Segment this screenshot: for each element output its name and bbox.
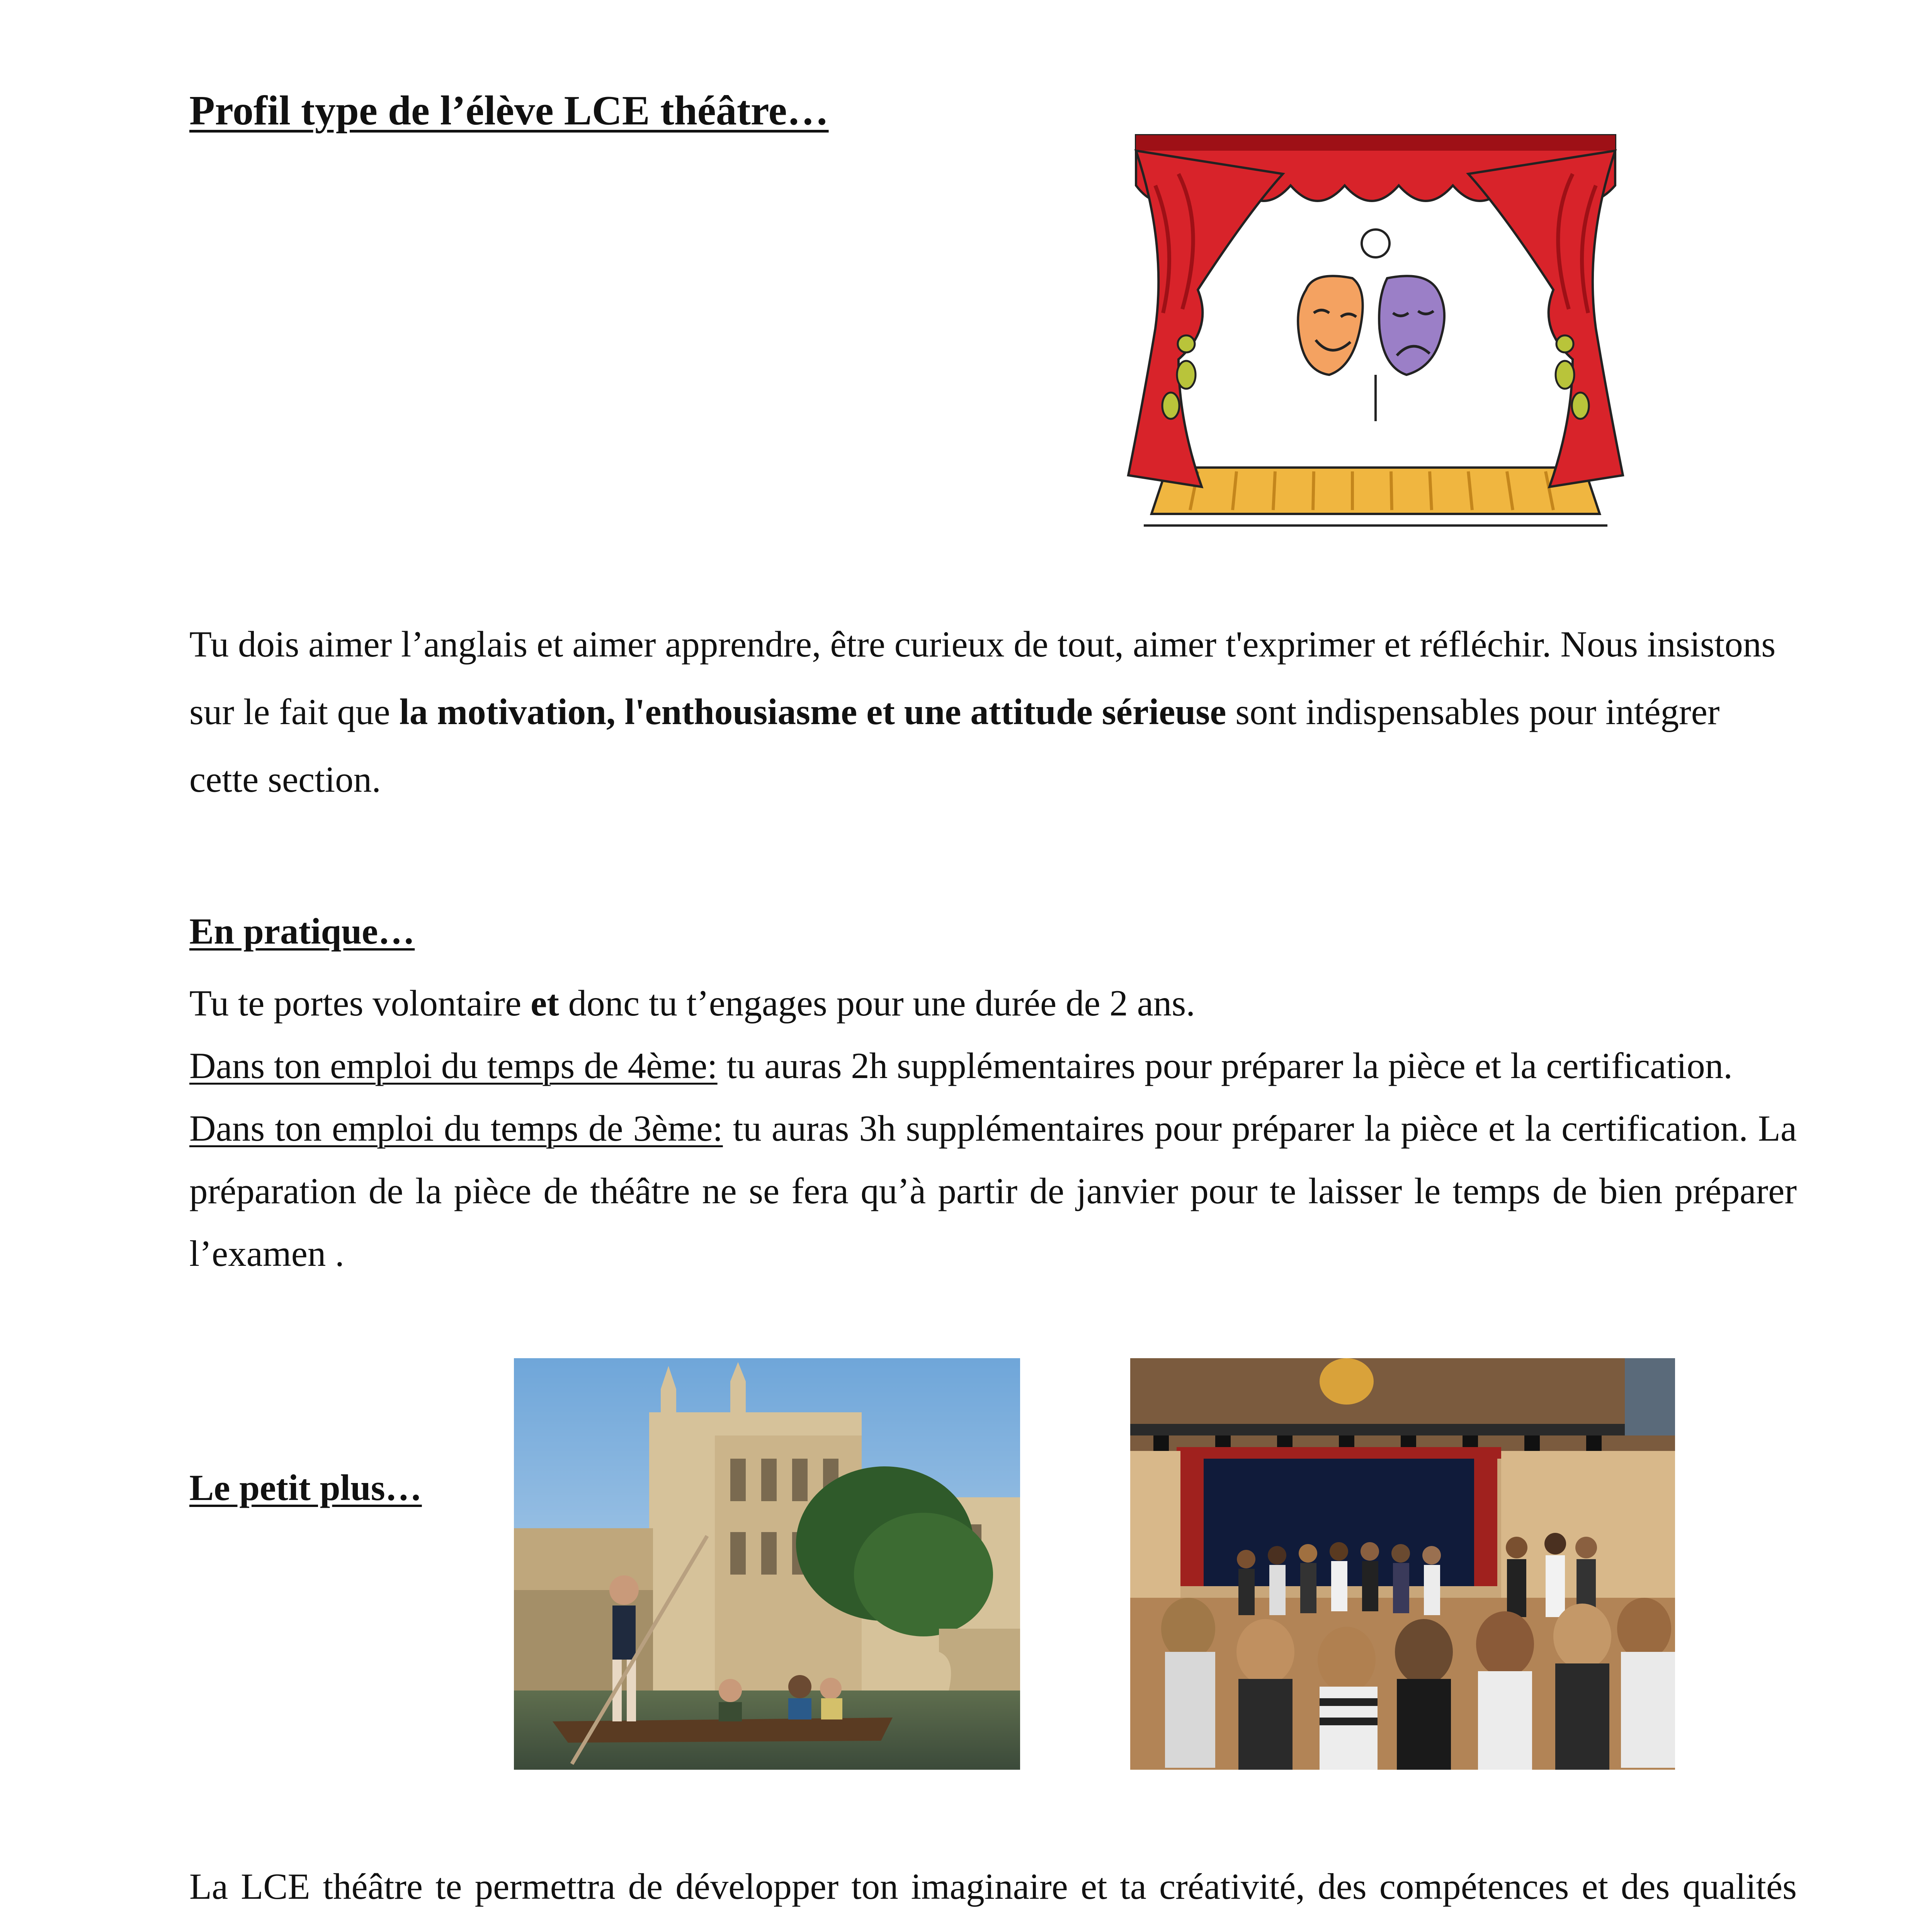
punting-photo <box>514 1358 1020 1770</box>
section-heading-pratique: En pratique… <box>189 911 415 952</box>
body-paragraph-1: La LCE théâtre te permettra de développer ton imaginaire et ta créativité, des compétences et des qualités <box>189 1866 1797 1907</box>
intro-paragraph: Tu dois aimer l’anglais et aimer apprendre, être curieux de tout, aimer t'exprimer et réfléchir. Nous insistons sur le fait que la motivation, l'enthousiasme et une attitude sérieuse sont indispensables pour intégrer cette section. <box>189 624 1776 800</box>
theatre-stage-illustration <box>1121 128 1631 545</box>
pratique-line-commitment: Tu te portes volontaire et donc tu t’engages pour une durée de 2 ans. <box>189 983 1196 1024</box>
page-title: Profil type de l’élève LCE théâtre… <box>189 88 829 134</box>
theatre-masks-icon <box>1298 230 1444 421</box>
pratique-4eme: Dans ton emploi du temps de 4ème: tu auras 2h supplémentaires pour préparer la pièce et la certification. <box>189 1045 1733 1086</box>
pratique-3eme: Dans ton emploi du temps de 3ème: tu auras 3h supplémentaires pour préparer la pièce et la certification. La préparation de la pièce de théâtre ne se fera qu’à partir de janvier pour te laisser le temps de bien préparer l’examen . <box>189 1108 1797 1274</box>
theatre-stage-icon <box>1121 128 1631 545</box>
intro-emphasis: la motivation, l'enthousiasme et une attitude sérieuse <box>399 691 1226 732</box>
pratique-paragraph <box>189 972 1797 1285</box>
workshop-photo <box>1130 1358 1675 1770</box>
section-heading-petit-plus: Le petit plus… <box>189 1467 422 1508</box>
